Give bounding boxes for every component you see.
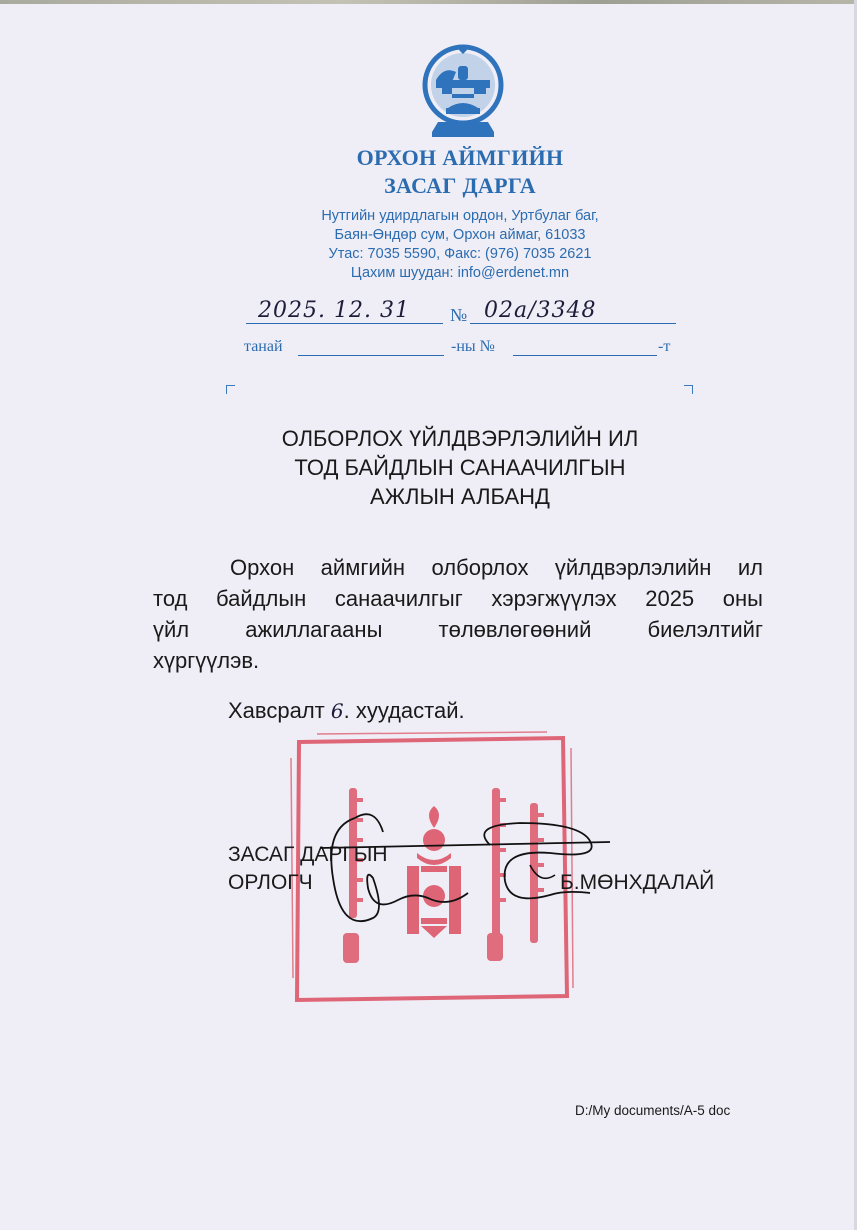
address-corner-mark <box>684 385 693 394</box>
body-line: тод байдлын санаачилгыг хэрэгжүүлэх 2025 оны <box>153 586 763 611</box>
date-underline <box>246 323 443 324</box>
attachment-note <box>228 698 465 724</box>
end-suffix: -т <box>658 338 671 355</box>
number-symbol: № <box>450 305 468 325</box>
body-paragraph <box>153 552 763 676</box>
body-line: хүргүүлэв. <box>153 648 260 673</box>
your-number-label: -ны № <box>451 338 495 355</box>
number-handwritten: 02а/3348 <box>484 298 597 323</box>
attachment-count-handwritten: 6 <box>330 699 344 723</box>
your-number-underline <box>513 355 657 356</box>
signer-title-line2: ОРЛОГЧ <box>228 871 313 894</box>
state-emblem-icon <box>418 40 508 140</box>
org-name-line2: ЗАСАГ ДАРГА <box>384 173 536 198</box>
email-line: Цахим шуудан: info@erdenet.mn <box>350 265 570 281</box>
signer-title-line1: ЗАСАГ ДАРГЫН <box>228 843 388 866</box>
number-underline <box>470 323 676 324</box>
file-path-footer: D:/My documents/A-5 doc <box>575 1103 731 1118</box>
body-line: Орхон аймгийн олборлох үйлдвэрлэлийн ил <box>230 555 763 580</box>
your-label: танай <box>244 338 283 355</box>
attachment-prefix: Хавсралт <box>228 698 325 723</box>
body-line: үйл ажиллагааны төлөвлөгөөний биелэлтийг <box>153 617 763 642</box>
attachment-suffix: . хуудастай. <box>343 698 465 723</box>
recipient-line: АЖЛЫН АЛБАНД <box>370 484 550 509</box>
recipient-line: ОЛБОРЛОХ ҮЙЛДВЭРЛЭЛИЙН ИЛ <box>281 426 639 451</box>
handwritten-signature <box>300 800 620 940</box>
scan-top-edge <box>0 0 857 4</box>
phone-fax-line: Утас: 7035 5590, Факс: (976) 7035 2621 <box>328 246 592 262</box>
your-date-underline <box>298 355 444 356</box>
org-name-line1: ОРХОН АЙМГИЙН <box>356 145 564 170</box>
address-line: Баян-Өндөр сум, Орхон аймаг, 61033 <box>334 227 586 243</box>
date-handwritten: 2025. 12. 31 <box>258 298 410 323</box>
recipient-line: ТОД БАЙДЛЫН САНААЧИЛГЫН <box>294 455 626 480</box>
signer-name: Б.МӨНХДАЛАЙ <box>560 871 715 894</box>
address-corner-mark <box>226 385 235 394</box>
address-line: Нутгийн удирдлагын ордон, Уртбулаг баг, <box>321 208 599 224</box>
